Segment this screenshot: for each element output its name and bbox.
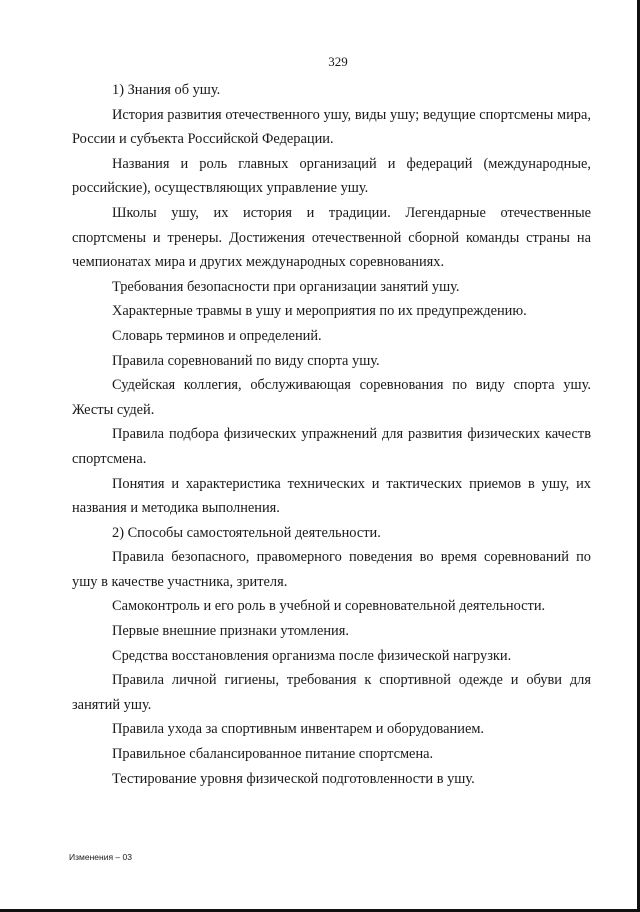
paragraph-behavior-rules: Правила безопасного, правомерного поведения во время соревнований по ушу в качестве участника, зрителя. bbox=[72, 549, 591, 590]
paragraph-exercise-selection: Правила подбора физических упражнений для развития физических качеств спортсмена. bbox=[72, 426, 591, 467]
paragraph-fatigue: Первые внешние признаки утомления. bbox=[112, 623, 349, 640]
paragraph-competition-rules: Правила соревнований по виду спорта ушу. bbox=[112, 352, 380, 369]
paragraph-section-2-heading: 2) Способы самостоятельной деятельности. bbox=[112, 524, 381, 541]
paragraph-hygiene: Правила личной гигиены, требования к спортивной одежде и обуви для занятий ушу. bbox=[72, 672, 591, 713]
footer-revision-note: Изменения – 03 bbox=[69, 852, 132, 862]
paragraph-injuries: Характерные травмы в ушу и мероприятия по их предупреждению. bbox=[112, 303, 527, 320]
paragraph-techniques: Понятия и характеристика технических и тактических приемов в ушу, их названия и методика выполнения. bbox=[72, 475, 591, 517]
paragraph-recovery: Средства восстановления организма после физической нагрузки. bbox=[112, 647, 512, 664]
paragraph-testing: Тестирование уровня физической подготовленности в ушу. bbox=[112, 770, 475, 787]
paragraph-section-1-heading: 1) Знания об ушу. bbox=[112, 82, 221, 98]
paragraph-nutrition: Правильное сбалансированное питание спортсмена. bbox=[112, 746, 434, 763]
paragraph-equipment-care: Правила ухода за спортивным инвентарем и оборудованием. bbox=[112, 721, 485, 738]
paragraph-self-control: Самоконтроль и его роль в учебной и соревновательной деятельности. bbox=[112, 598, 546, 615]
page-number: 329 bbox=[328, 54, 348, 69]
paragraph-history: История развития отечественного ушу, виды ушу; ведущие спортсмены мира, России и субъекта Российской Федерации. bbox=[72, 106, 591, 148]
document-body bbox=[72, 78, 591, 791]
paragraph-safety: Требования безопасности при организации занятий ушу. bbox=[112, 278, 460, 295]
paragraph-judges: Судейская коллегия, обслуживающая соревнования по виду спорта ушу. Жесты судей. bbox=[72, 377, 591, 418]
paragraph-schools: Школы ушу, их история и традиции. Легендарные отечественные спортсмены и тренеры. Достижения отечественной сборной команды страны на чемпионатах мира и других международных соревнованиях. bbox=[72, 204, 591, 271]
paragraph-organizations: Названия и роль главных организаций и федераций (международные, российские), осуществляющих управление ушу. bbox=[72, 155, 591, 197]
paragraph-glossary: Словарь терминов и определений. bbox=[112, 327, 322, 344]
